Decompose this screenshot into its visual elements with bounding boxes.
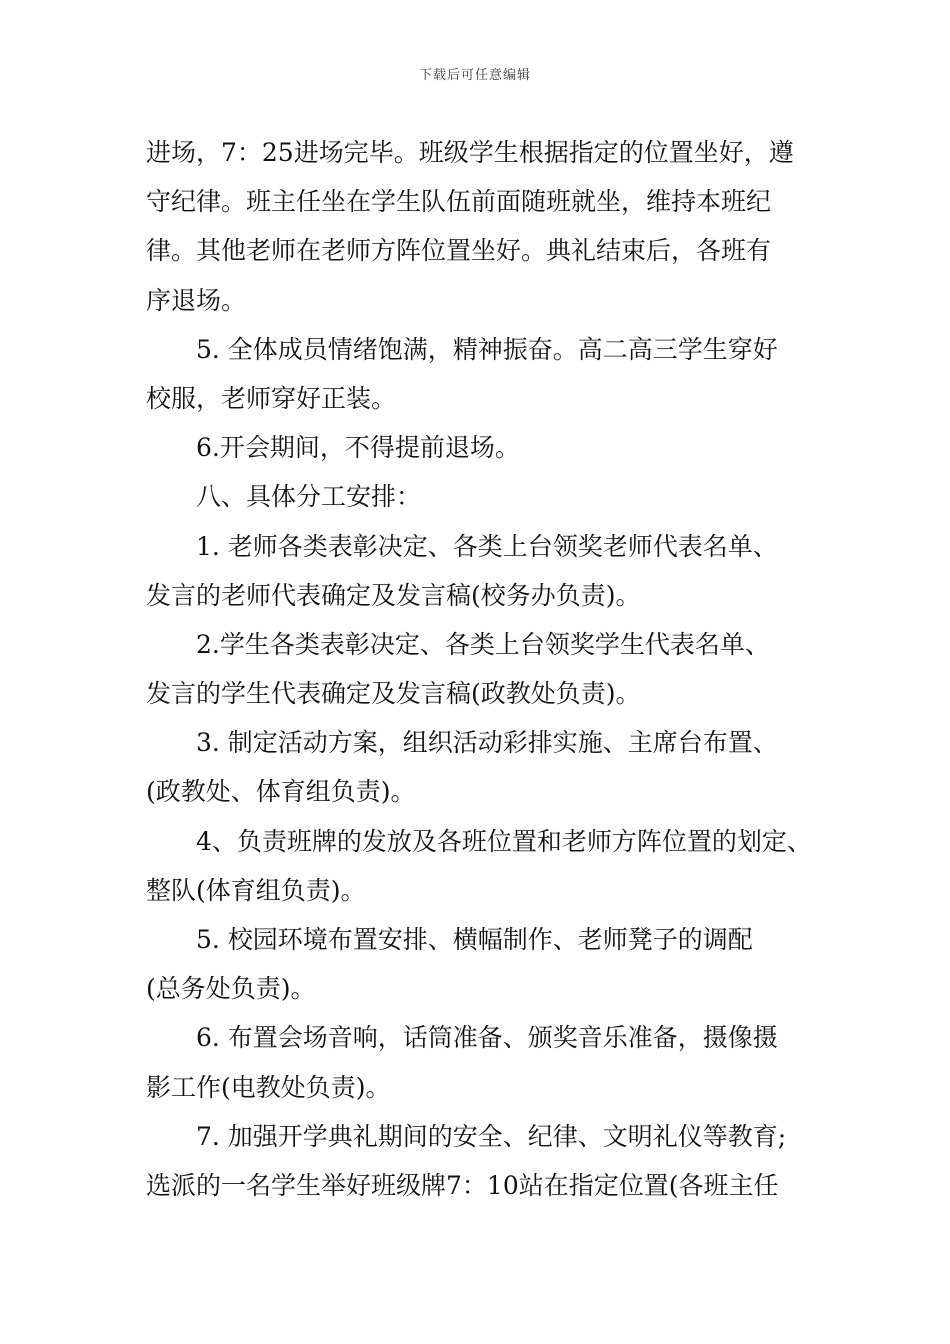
- text-line: 6.开会期间，不得提前退场。: [196, 433, 520, 463]
- text-line: 4、负责班牌的发放及各班位置和老师方阵位置的划定、: [196, 826, 812, 856]
- text-line: (总务处负责)。: [146, 974, 316, 1004]
- text-line: 6. 布置会场音响，话筒准备、颁奖音乐准备，摄像摄: [196, 1023, 778, 1053]
- page-header: 下载后可任意编辑: [418, 68, 531, 83]
- text-line: 整队(体育组负责)。: [146, 875, 366, 905]
- text-line: 7. 加强开学典礼期间的安全、纪律、文明礼仪等教育;: [196, 1121, 787, 1151]
- text-line: 进场，7：25进场完毕。班级学生根据指定的位置坐好，遵: [146, 138, 794, 167]
- text-line: 选派的一名学生举好班级牌7：10站在指定位置(各班主任: [146, 1170, 779, 1200]
- text-line: 律。其他老师在老师方阵位置坐好。典礼结束后，各班有: [146, 236, 772, 266]
- text-line: 1. 老师各类表彰决定、各类上台领奖老师代表名单、: [196, 531, 778, 561]
- text-line: 序退场。: [146, 285, 247, 315]
- text-line: 5. 校园环境布置安排、横幅制作、老师凳子的调配: [196, 925, 753, 954]
- text-line: 5. 全体成员情绪饱满，精神振奋。高二高三学生穿好: [196, 334, 778, 364]
- text-line: 校服，老师穿好正装。: [146, 383, 397, 413]
- text-line: 发言的老师代表确定及发言稿(校务办负责)。: [146, 580, 641, 610]
- text-line: 八、具体分工安排：: [196, 482, 422, 512]
- document-body: [146, 128, 816, 1210]
- text-line: 2.学生各类表彰决定、各类上台领奖学生代表名单、: [196, 629, 770, 659]
- text-line: (政教处、体育组负责)。: [146, 777, 416, 807]
- text-line: 发言的学生代表确定及发言稿(政教处负责)。: [146, 679, 641, 709]
- text-line: 守纪律。班主任坐在学生队伍前面随班就坐，维持本班纪: [146, 187, 772, 217]
- text-line: 3. 制定活动方案，组织活动彩排实施、主席台布置、: [196, 728, 778, 758]
- text-line: 影工作(电教处负责)。: [146, 1072, 391, 1102]
